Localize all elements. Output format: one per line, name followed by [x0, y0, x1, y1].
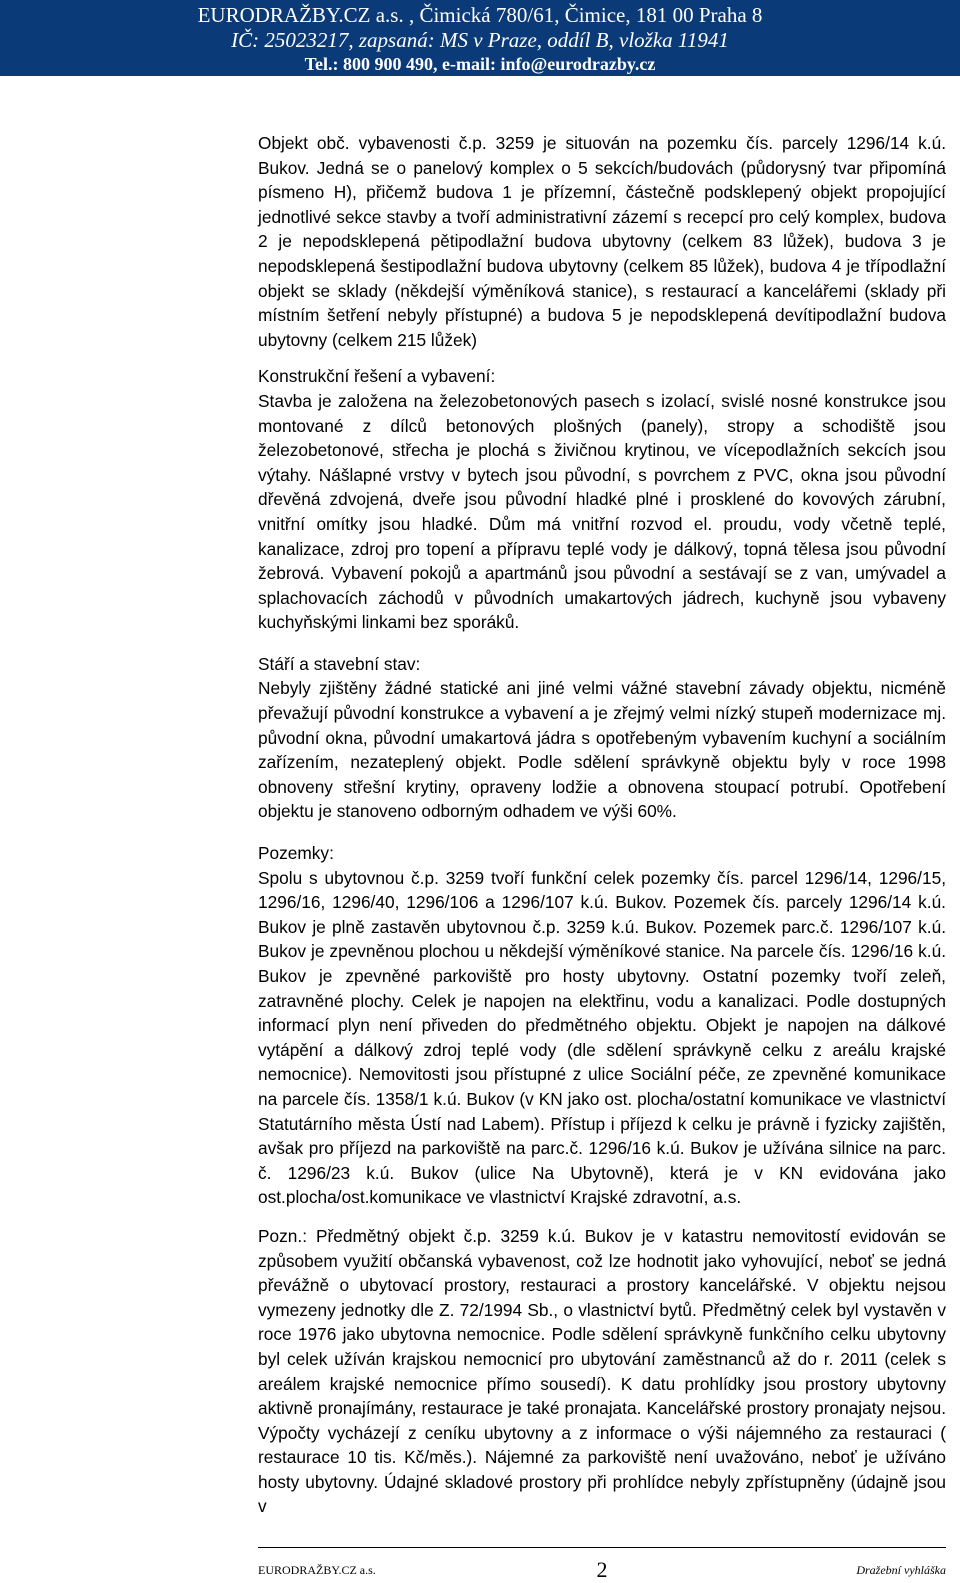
document-body — [258, 131, 946, 1519]
page-number: 2 — [596, 1557, 608, 1582]
company-registration: IČ: 25023217, zapsaná: MS v Praze, oddíl B, vložka 11941 — [231, 28, 729, 52]
footer-divider — [258, 1547, 946, 1548]
age-heading: Stáří a stavební stav: — [258, 653, 421, 674]
land-paragraph: Spolu s ubytovnou č.p. 3259 tvoří funkční celek pozemky čís. parcel 1296/14, 1296/15, 1296/16, 1296/40, 1296/106 a 1296/107 k.ú. Bukov. Pozemek čís. parcely 1296/14 k.ú. Bukov je plně zastavěn ubytovnou č.p. 3259 k.ú. Bukov. Pozemek parc.č. 1296/107 k.ú. Bukov je zpevněnou plochou u někdejší výměníkové stanice. Na parcele čís. 1296/16 k.ú. Bukov je zpevněné parkoviště pro hosty ubytovny. Ostatní pozemky tvoří zeleň, zatravněné plochy. Celek je napojen na elektřinu, vodu a kanalizaci. Podle dostupných informací plyn není přiveden do předmětného objektu. Objekt je napojen na dálkové vytápění a dálkový zdroj teplé vody (dle sdělení správkyně celku z areálu krajské nemocnice). Nemovitosti jsou přístupné z ulice Sociální péče, ze zpevněné komunikace na parcele čís. 1358/1 k.ú. Bukov (v KN jako ost. plocha/ostatní komunikace ve vlastnictví Statutárního města Ústí nad Labem). Přístup i příjezd k celku je právně i fyzicky zajištěn, avšak pro příjezd na parkoviště na parc.č. 1296/16 k.ú. Bukov je užívána silnice na parc. č. 1296/23 k.ú. Bukov (ulice Na Ubytovně), která je v KN evidována jako ost.plocha/ost.komunikace ve vlastnictví Krajské zdravotní, a.s. — [258, 867, 946, 1208]
note-paragraph: Pozn.: Předmětný objekt č.p. 3259 k.ú. Bukov je v katastru nemovitostí evidován se způsobem využití občanská vybavenost, což lze hodnotit jako vyhovující, neboť se jedná převážně o ubytovací prostory, restauraci a prostory kancelářské. V objektu nejsou vymezeny jednotky dle Z. 72/1994 Sb., o vlastnictví bytů. Předmětný celek byl vystavěn v roce 1976 jako ubytovna nemocnice. Podle sdělení správkyně funkčního celku ubytovny byl celek užíván krajskou nemocnicí pro ubytování zaměstnanců až do r. 2011 (celek s areálem krajské nemocnice přímo sousedí). K datu prohlídky jsou prostory ubytovny aktivně pronajímány, restaurace je také pronajata. Kancelářské prostory pronajaty nejsou. Výpočty vycházejí z ceníku ubytovny a z informace o výši nájemného za restauraci ( restaurace 10 tis. Kč/měs.). Nájemné za parkoviště není uvažováno, neboť je užíváno hosty ubytovny. Údajné skladové prostory při prohlídce nebyly zpřístupněny (údajně jsou v — [258, 1225, 946, 1517]
footer-document-type: Dražební vyhláška — [856, 1563, 946, 1577]
page-footer — [258, 1547, 946, 1581]
construction-heading: Konstrukční řešení a vybavení: — [258, 366, 496, 387]
footer-company: EURODRAŽBY.CZ a.s. — [258, 1563, 376, 1577]
company-address: EURODRAŽBY.CZ a.s. , Čimická 780/61, Čimice, 181 00 Praha 8 — [197, 3, 763, 27]
land-heading: Pozemky: — [258, 843, 334, 864]
letterhead — [0, 0, 960, 76]
intro-paragraph: Objekt obč. vybavenosti č.p. 3259 je situován na pozemku čís. parcely 1296/14 k.ú. Bukov. Jedná se o panelový komplex o 5 sekcích/budovách (půdorysný tvar připomíná písmeno H), přičemž budova 1 je přízemní, částečně podsklepený objekt propojující jednotlivé sekce stavby a tvoří administrativní zázemí s recepcí pro celý komplex, budova 2 je nepodsklepená pětipodlažní budova ubytovny (celkem 83 lůžek), budova 3 je nepodsklepená šestipodlažní budova ubytovny (celkem 85 lůžek), budova 4 je třípodlažní objekt se sklady (někdejší výměníková stanice), s restaurací a kancelářemi (sklady při místním šetření nebyly přístupné) a budova 5 je nepodsklepená devítipodlažní budova ubytovny (celkem 215 lůžek) — [258, 133, 946, 350]
construction-paragraph: Stavba je založena na železobetonových pasech s izolací, svislé nosné konstrukce jsou montované z dílců betonových plošných (panely), stropy a schodiště jsou železobetonové, střecha je plochá s živičnou krytinou, ve vícepodlažních sekcích jsou výtahy. Nášlapné vrstvy v bytech jsou původní, s povrchem z PVC, okna jsou původní dřevěná zdvojená, dveře jsou původní hladké plné i prosklené do kovových zárubní, vnitřní omítky jsou hladké. Dům má vnitřní rozvod el. proudu, vody včetně teplé, kanalizace, zdroj pro topení a přípravu teplé vody je dálkový, topná tělesa jsou původní žebrová. Vybavení pokojů a apartmánů jsou původní a sestávají se z van, umývadel a splachovacích záchodů v původních umakartových jádrech, kuchyně jsou vybaveny kuchyňskými linkami bez sporáků. — [258, 390, 946, 633]
company-contact: Tel.: 800 900 490, e-mail: info@eurodrazby.cz — [304, 54, 656, 74]
age-paragraph: Nebyly zjištěny žádné statické ani jiné velmi vážné stavební závady objektu, nicméně převažují původní konstrukce a vybavení a je zřejmý velmi nízký stupeň modernizace mj. původní okna, původní umakartová jádra s opotřebeným vybavením kuchyní a sociálním zařízením, nezateplený objekt. Podle sdělení správkyně objektu byly v roce 1998 obnoveny střešní krytiny, opraveny lodžie a obnovena stoupací potrubí. Opotřebení objektu je stanoveno odborným odhadem ve výši 60%. — [258, 678, 946, 822]
